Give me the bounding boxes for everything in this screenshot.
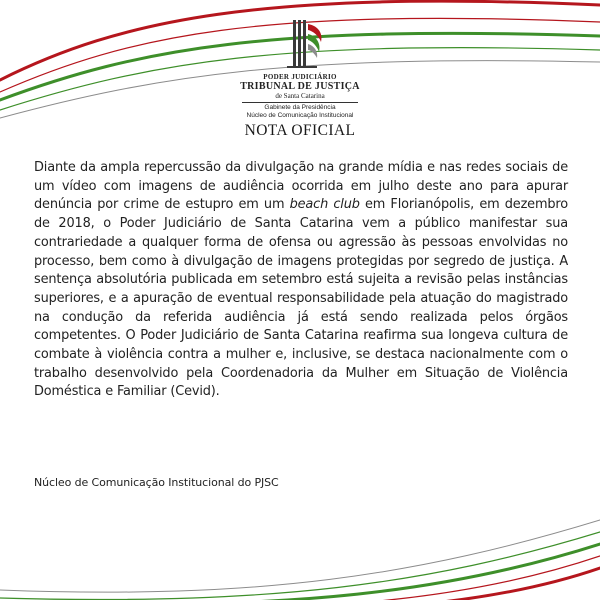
signature: Núcleo de Comunicação Institucional do PJSC <box>34 476 279 489</box>
logo-divider <box>242 102 358 103</box>
logo-line-2: TRIBUNAL DE JUSTIÇA <box>240 81 360 92</box>
statement-text-part-2: em Florianópolis, em dezembro de 2018, o Poder Judiciário de Santa Catarina vem a público manifestar sua contrariedade a qualquer forma de ofensa ou agressão às pessoas envolvidas no processo, bem como à divulgação de imagens protegidas por segredo de justiça. A sentença absolutória publicada em setembro está sujeita a revisão pelas instâncias superiores, e a apuração de eventual responsabilidade pela atuação do magistrado na condução da referida audiência já está sendo realizada pelos órgãos competentes. O Poder Judiciário de Santa Catarina reafirma sua longeva cultura de combate à violência contra a mulher e, inclusive, se destaca nacionalmente com o trabalho desenvolvido pela Coordenadoria da Mulher em Situação de Violência Doméstica e Familiar (Cevid). <box>34 197 569 400</box>
statement-body <box>34 159 568 402</box>
court-emblem-icon <box>275 16 325 70</box>
logo-sub-2: Núcleo de Comunicação Institucional <box>246 111 354 119</box>
statement-text-part-1: Diante da ampla repercussão da divulgação na grande mídia e nas redes sociais de um vídeo com imagens de audiência ocorrida em julho deste ano para apurar denúncia por crime de estupro em um <box>34 160 568 213</box>
statement-text-italic: beach club <box>289 197 360 213</box>
page-title: NOTA OFICIAL <box>244 122 356 139</box>
logo-line-1: PODER JUDICIÁRIO <box>263 73 337 81</box>
logo-line-3: de Santa Catarina <box>275 92 325 100</box>
institution-logo <box>0 16 600 119</box>
logo-sub-1: Gabinete da Presidência <box>264 104 336 111</box>
